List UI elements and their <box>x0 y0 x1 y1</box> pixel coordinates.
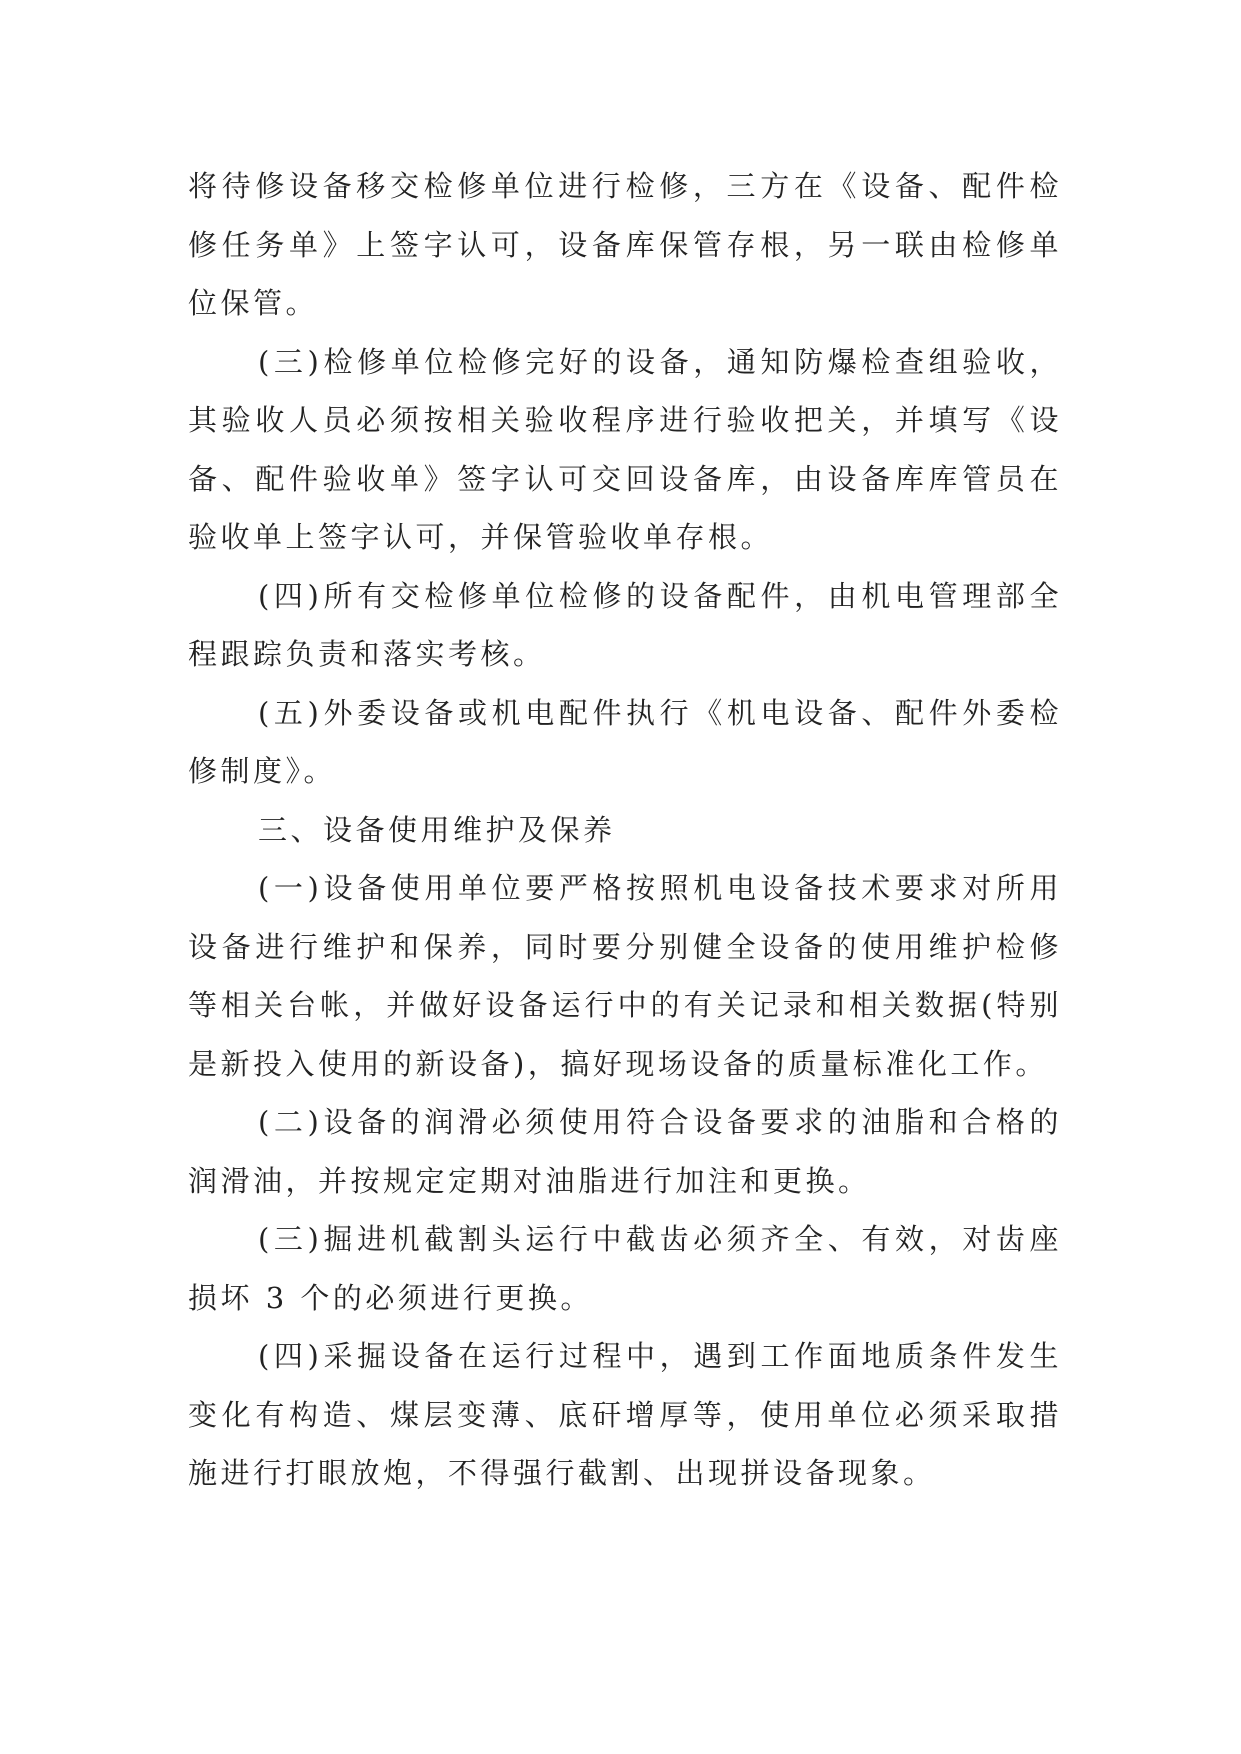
paragraph-continuation: 将待修设备移交检修单位进行检修，三方在《设备、配件检修任务单》上签字认可，设备库保管存根，另一联由检修单位保管。 <box>188 169 1062 320</box>
paragraph-item-3-acceptance: (三)检修单位检修完好的设备，通知防爆检查组验收，其验收人员必须按相关验收程序进行验收把关，并填写《设备、配件验收单》签字认可交回设备库，由设备库库管员在验收单上签字认可，并保管验收单存根。 <box>188 344 1062 554</box>
paragraph-item-5-outsourcing: (五)外委设备或机电配件执行《机电设备、配件外委检修制度》。 <box>188 695 1062 788</box>
paragraph-item-4-tracking: (四)所有交检修单位检修的设备配件，由机电管理部全程跟踪负责和落实考核。 <box>188 578 1062 671</box>
section-heading-usage-maintenance: 三、设备使用维护及保养 <box>258 812 616 847</box>
document-body <box>188 157 1062 1503</box>
paragraph-item-2-lubrication: (二)设备的润滑必须使用符合设备要求的油脂和合格的润滑油，并按规定定期对油脂进行加注和更换。 <box>188 1105 1062 1198</box>
paragraph-item-4-geology: (四)采掘设备在运行过程中，遇到工作面地质条件发生变化有构造、煤层变薄、底矸增厚等，使用单位必须采取措施进行打眼放炮，不得强行截割、出现拼设备现象。 <box>188 1339 1062 1490</box>
paragraph-item-3-cutting-head: (三)掘进机截割头运行中截齿必须齐全、有效，对齿座损坏 3 个的必须进行更换。 <box>188 1222 1062 1315</box>
paragraph-item-1-maintenance: (一)设备使用单位要严格按照机电设备技术要求对所用设备进行维护和保养，同时要分别健全设备的使用维护检修等相关台帐，并做好设备运行中的有关记录和相关数据(特别是新投入使用的新设备)，搞好现场设备的质量标准化工作。 <box>188 871 1062 1081</box>
